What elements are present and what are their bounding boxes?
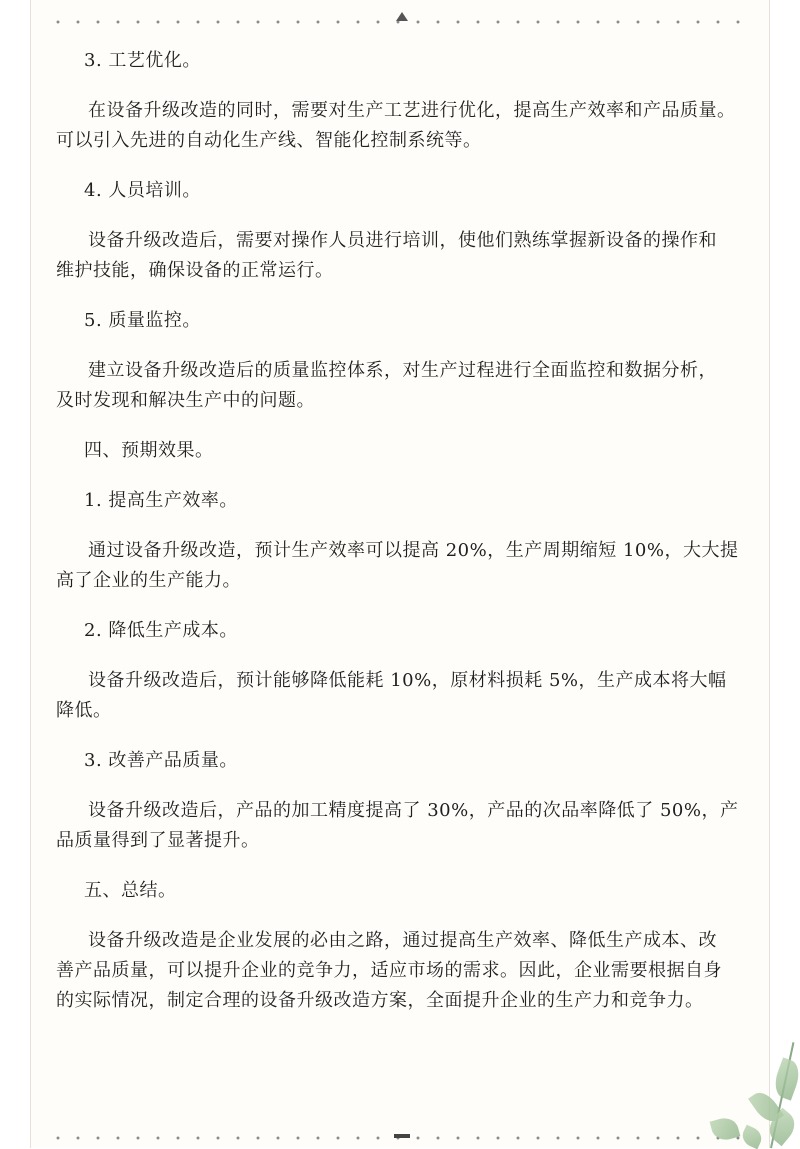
section-heading: 5. 质量监控。 (84, 310, 201, 331)
paragraph (56, 536, 764, 596)
paragraph (56, 666, 764, 726)
paragraph-line: 维护技能，确保设备的正常运行。 (56, 260, 334, 281)
paragraph-line: 在设备升级改造的同时，需要对生产工艺进行优化，提高生产效率和产品质量。 (88, 100, 736, 121)
paragraph-line: 通过设备升级改造，预计生产效率可以提高 20%，生产周期缩短 10%，大大提 (88, 540, 739, 561)
paragraph-line: 善产品质量，可以提升企业的竞争力，适应市场的需求。因此，企业需要根据自身 (56, 960, 722, 981)
paragraph-line: 设备升级改造后，预计能够降低能耗 10%，原材料损耗 5%，生产成本将大幅 (88, 670, 727, 691)
paragraph-line: 高了企业的生产能力。 (56, 570, 241, 591)
chapter-heading: 四、预期效果。 (84, 440, 214, 461)
bottom-bar-marker-icon (394, 1134, 410, 1138)
paragraph-line: 设备升级改造后，需要对操作人员进行培训，使他们熟练掌握新设备的操作和 (88, 230, 717, 251)
paragraph-line: 设备升级改造后，产品的加工精度提高了 30%，产品的次品率降低了 50%，产 (88, 800, 739, 821)
section-heading: 4. 人员培训。 (84, 180, 201, 201)
paragraph (56, 926, 764, 1016)
paragraph-line: 可以引入先进的自动化生产线、智能化控制系统等。 (56, 130, 482, 151)
paragraph-line: 及时发现和解决生产中的问题。 (56, 390, 315, 411)
section-heading: 3. 工艺优化。 (84, 50, 201, 71)
paragraph (56, 226, 764, 286)
paragraph-line: 降低。 (56, 700, 112, 721)
paragraph-line: 的实际情况，制定合理的设备升级改造方案，全面提升企业的生产力和竞争力。 (56, 990, 704, 1011)
paragraph-line: 品质量得到了显著提升。 (56, 830, 260, 851)
paragraph (56, 796, 764, 856)
paragraph (56, 96, 764, 156)
section-heading: 2. 降低生产成本。 (84, 620, 238, 641)
paragraph (56, 356, 764, 416)
document-content (56, 46, 764, 1036)
chapter-heading: 五、总结。 (84, 880, 177, 901)
paragraph-line: 设备升级改造是企业发展的必由之路，通过提高生产效率、降低生产成本、改 (88, 930, 717, 951)
paragraph-line: 建立设备升级改造后的质量监控体系，对生产过程进行全面监控和数据分析， (88, 360, 717, 381)
section-heading: 1. 提高生产效率。 (84, 490, 238, 511)
section-heading: 3. 改善产品质量。 (84, 750, 238, 771)
top-triangle-marker-icon (396, 12, 408, 21)
